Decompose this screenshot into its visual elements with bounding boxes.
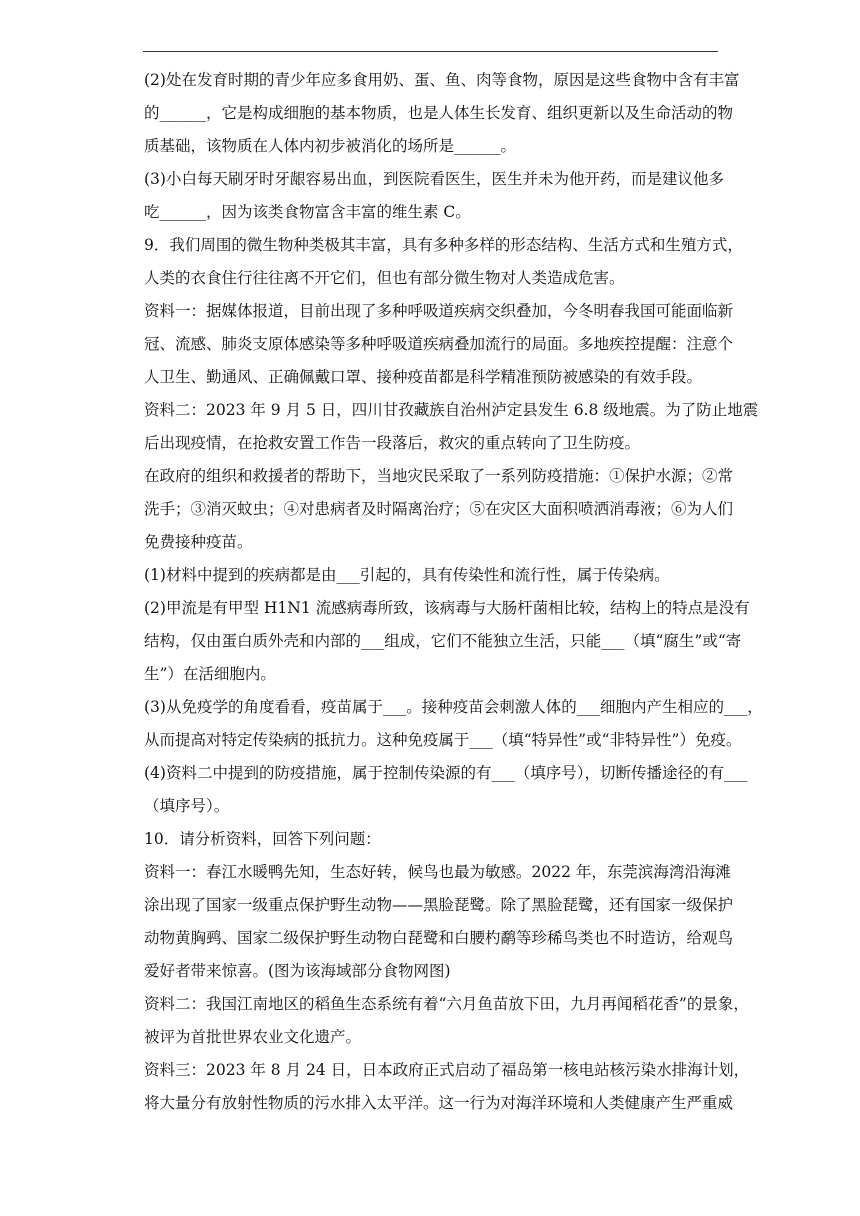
text-line: 人类的衣食住行往往离不开它们，但也有部分微生物对人类造成危害。 [144,269,625,287]
text-line: 资料二：2023 年 9 月 5 日，四川甘孜藏族自治州泸定县发生 6.8 级地震。为了防止地震 [144,401,759,419]
text-line: 被评为首批世界农业文化遗产。 [144,1028,362,1046]
text-line: 免费接种疫苗。 [144,533,253,551]
text-line: （填序号）。 [144,797,230,815]
text-line: (4)资料二中提到的防疫措施，属于控制传染源的有___（填序号），切断传播途径的有___ [144,764,748,782]
text-line: 洗手；③消灭蚊虫；④对患病者及时隔离治疗；⑤在灾区大面积喷洒消毒液；⑥为人们 [144,500,734,518]
text-line: 在政府的组织和救援者的帮助下，当地灾民采取了一系列防疫措施：①保护水源；②常 [144,467,734,485]
text-line: 吃______，因为该类食物富含丰富的维生素 C。 [144,203,471,221]
text-line: 资料二：我国江南地区的稻鱼生态系统有着“六月鱼苗放下田，九月再闻稻花香”的景象， [144,995,749,1013]
text-line: (2)处在发育时期的青少年应多食用奶、蛋、鱼、肉等食物，原因是这些食物中含有丰富 [144,71,740,89]
text-line: 生”）在活细胞内。 [144,665,276,683]
text-line: 资料三：2023 年 8 月 24 日，日本政府正式启动了福岛第一核电站核污染水排海计划， [144,1061,750,1079]
text-line: 结构，仅由蛋白质外壳和内部的___组成，它们不能独立生活，只能___（填“腐生”或“寄 [144,632,742,650]
text-line: 人卫生、勤通风、正确佩戴口罩、接种疫苗都是科学精准预防被感染的有效手段。 [144,368,703,386]
text-line: (3)小白每天刷牙时牙龈容易出血，到医院看医生，医生并未为他开药，而是建议他多 [144,170,724,188]
text-line: 后出现疫情，在抢救安置工作告一段落后，救灾的重点转向了卫生防疫。 [144,434,641,452]
text-line: 10．请分析资料，回答下列问题： [144,830,381,848]
text-line: 质基础，该物质在人体内初步被消化的场所是______。 [144,137,517,155]
header-rule [143,51,718,52]
text-line: 从而提高对特定传染病的抵抗力。这种免疫属于___（填“特异性”或“非特异性”）免疫。 [144,731,742,749]
text-line: 的______，它是构成细胞的基本物质，也是人体生长发育、组织更新以及生命活动的物 [144,104,734,122]
text-line: 动物黄胸鹀、国家二级保护野生动物白琵鹭和白腰杓鹬等珍稀鸟类也不时造访，给观鸟 [144,929,734,947]
text-line: (3)从免疫学的角度看看，疫苗属于___。接种疫苗会刺激人体的___细胞内产生相应的___， [144,698,763,716]
text-line: 资料一：据媒体报道，目前出现了多种呼吸道疾病交织叠加，今冬明春我国可能面临新 [144,302,734,320]
text-line: 冠、流感、肺炎支原体感染等多种呼吸道疾病叠加流行的局面。多地疾控提醒：注意个 [144,335,734,353]
text-line: (2)甲流是有甲型 H1N1 流感病毒所致，该病毒与大肠杆菌相比较，结构上的特点是没有 [144,599,750,617]
text-line: 涂出现了国家一级重点保护野生动物——黑脸琵鹭。除了黑脸琵鹭，还有国家一级保护 [144,896,734,914]
text-line: 9．我们周围的微生物种类极其丰富，具有多种多样的形态结构、生活方式和生殖方式， [144,236,743,254]
text-line: (1)材料中提到的疾病都是由___引起的，具有传染性和流行性，属于传染病。 [144,566,670,584]
text-line: 资料一：春江水暖鸭先知，生态好转，候鸟也最为敏感。2022 年，东莞滨海湾沿海滩 [144,863,731,881]
text-line: 将大量分有放射性物质的污水排入太平洋。这一行为对海洋环境和人类健康产生严重威 [144,1094,734,1112]
text-line: 爱好者带来惊喜。(图为该海域部分食物网图) [144,962,451,980]
question-text [144,64,763,1120]
